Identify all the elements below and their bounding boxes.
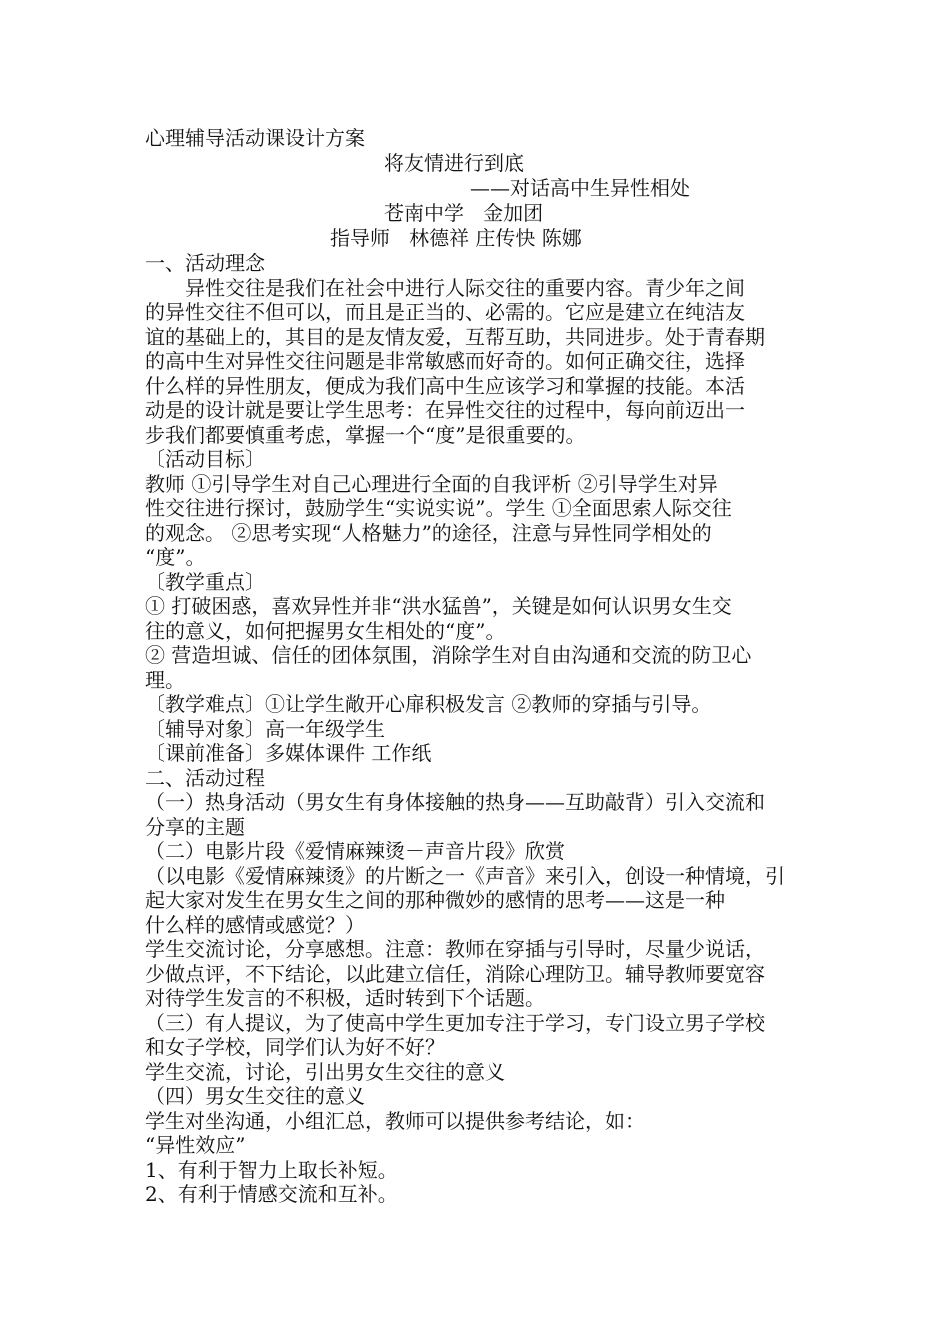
body-line: （四）男女生交往的意义 [145,1084,365,1108]
body-line: 的异性交往不但可以，而且是正当的、必需的。它应是建立在纯洁友 [145,300,745,324]
doc-advisors: 指导师 林德祥 庄传快 陈娜 [330,226,582,250]
body-line: 对待学生发言的不积极，适时转到下个话题。 [145,986,545,1010]
body-line: （以电影《爱情麻辣烫》的片断之一《声音》来引入，创设一种情境，引 [145,863,785,888]
body-line: 少做点评，不下结论，以此建立信任，消除心理防卫。辅导教师要宽容 [145,961,765,986]
body-line: （二）电影片段《爱情麻辣烫－声音片段》欣赏 [145,839,565,863]
body-line: 谊的基础上的，其目的是友情友爱，互帮互助，共同进步。处于青春期 [145,324,765,349]
body-line: 异性交往是我们在社会中进行人际交往的重要内容。青少年之间 [145,275,745,300]
body-line: 什么样的异性朋友，便成为我们高中生应该学习和掌握的技能。本活 [145,373,745,398]
body-line: 理。 [145,667,185,692]
body-line: 学生交流讨论，分享感想。注意：教师在穿插与引导时，尽量少说话， [145,937,765,961]
body-line: 学生对坐沟通，小组汇总，教师可以提供参考结论，如： [145,1108,645,1133]
body-line: 1、有利于智力上取长补短。 [145,1157,398,1182]
body-line: （一）热身活动（男女生有身体接触的热身——互助敲背）引入交流和 [145,790,765,814]
body-line: 〔教学重点〕 [145,569,265,594]
body-line: “异性效应” [145,1133,246,1157]
body-line: 一、活动理念 [145,251,265,275]
body-line: 〔活动目标〕 [145,447,265,471]
body-line: 动是的设计就是要让学生思考：在异性交往的过程中，每向前迈出一 [145,398,745,422]
body-line: 步我们都要慎重考虑，掌握一个“度”是很重要的。 [145,422,586,447]
body-line: 2、有利于情感交流和互补。 [145,1182,398,1206]
body-line: 什么样的感情或感觉？） [145,912,365,937]
doc-header: 心理辅导活动课设计方案 [145,126,365,150]
doc-subtitle: ——对话高中生异性相处 [470,176,690,200]
body-line: （三）有人提议，为了使高中学生更加专注于学习，专门设立男子学校 [145,1010,765,1035]
body-line: 二、活动过程 [145,765,265,790]
body-line: 的观念。 ②思考实现“人格魅力”的途径，注意与异性同学相处的 [145,520,712,545]
body-line: 的高中生对异性交往问题是非常敏感而好奇的。如何正确交往，选择 [145,349,745,373]
body-line: 学生交流，讨论，引出男女生交往的意义 [145,1059,505,1084]
body-line: ② 营造坦诚、信任的团体氛围，消除学生对自由沟通和交流的防卫心 [145,643,752,667]
doc-author: 苍南中学 金加团 [384,201,544,225]
doc-title: 将友情进行到底 [384,151,524,175]
body-line: 〔课前准备〕多媒体课件 工作纸 [145,741,432,765]
body-line: 〔教学难点〕①让学生敞开心扉积极发言 ②教师的穿插与引导。 [145,692,712,716]
body-line: ① 打破困惑，喜欢异性并非“洪水猛兽”，关键是如何认识男女生交 [145,594,732,618]
body-line: 和女子学校，同学们认为好不好？ [145,1035,445,1059]
body-line: 起大家对发生在男女生之间的那种微妙的感情的思考——这是一种 [145,888,725,912]
body-line: 教师 ①引导学生对自己心理进行全面的自我评析 ②引导学生对异 [145,471,718,496]
body-line: 往的意义，如何把握男女生相处的“度”。 [145,618,506,643]
body-line: 性交往进行探讨，鼓励学生“实说实说”。学生 ①全面思索人际交往 [145,496,732,520]
body-line: 〔辅导对象〕高一年级学生 [145,716,385,741]
body-line: “度”。 [145,545,206,569]
body-line: 分享的主题 [145,814,245,839]
